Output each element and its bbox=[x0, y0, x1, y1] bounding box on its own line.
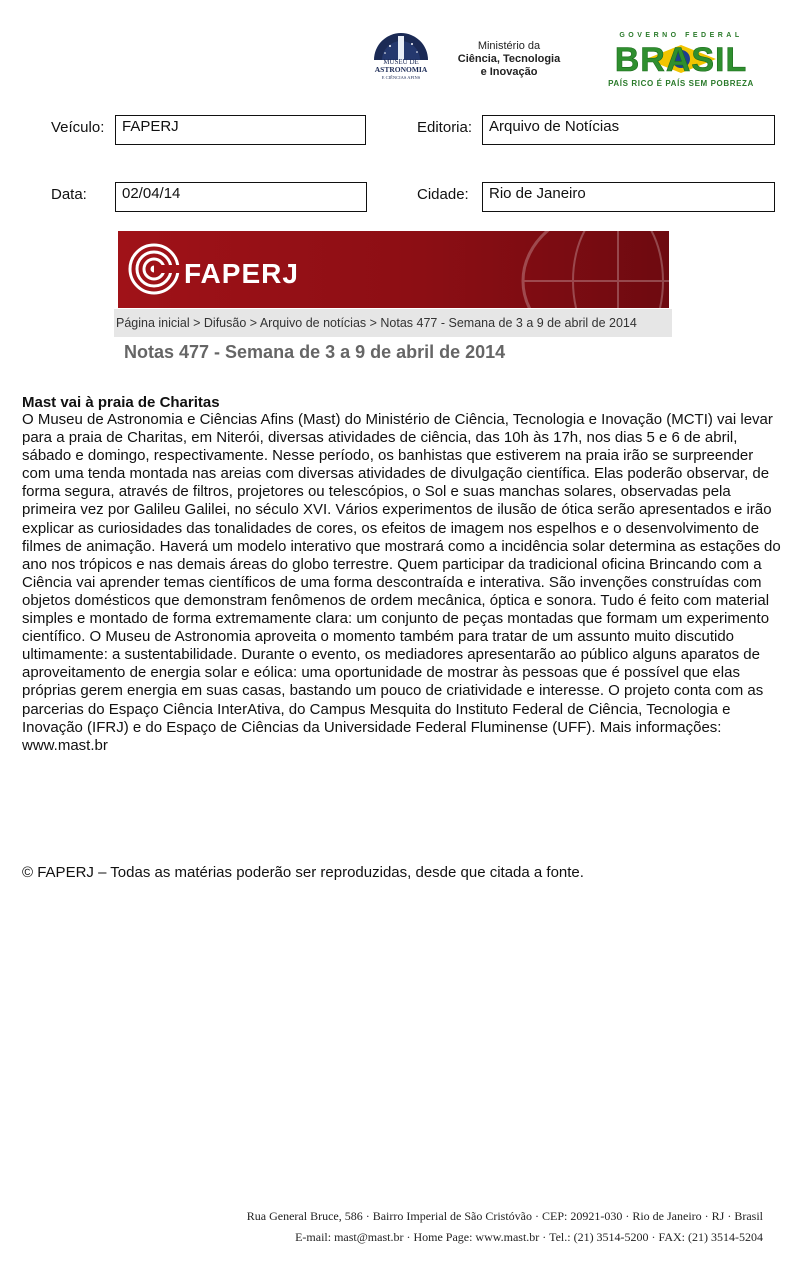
faperj-wordmark: FAPERJ bbox=[184, 258, 299, 289]
mast-logo-line3: E CIÊNCIAS AFINS bbox=[381, 75, 421, 80]
ministry-logo bbox=[446, 40, 572, 79]
editoria-field: Arquivo de Notícias bbox=[482, 115, 775, 145]
brasil-wordmark bbox=[596, 39, 766, 79]
article-body: O Museu de Astronomia e Ciências Afins (Mast) do Ministério de Ciência, Tecnologia e Inovação (MCTI) vai levar para a praia de Charitas, em Niterói, diversas atividades de ciência, das 10h às 17h, nos dias 5 e 6 de abril, sábado e domingo, respectivamente. Nesse período, os banhistas que estiverem na praia irão se surpreender com uma tenda montada nas areias com diversas atividades de divulgação científica. Elas poderão observar, de forma segura, através de filtros, projetores ou telescópios, o Sol e suas manchas solares, observadas pela primeira vez por Galileu Galilei, no século XVI. Vários experimentos de ilusão de ótica serão apresentados e irão explicar as curiosidades das tonalidades de cores, os efeitos de imagem nos espelhos e o desenvolvimento de filmes de animação. Haverá um modelo interativo que mostrará como a incidência solar determina as estações do ano nos trópicos e nas demais áreas do globo terrestre. Quem participar da tradicional oficina Brincando com a Ciência vai aprender temas científicos de uma forma descontraída e interativa. São invenções construídas com objetos domésticos que demonstram fenômenos de ordem mecânica, óptica e sonora. Tudo é feito com material simples e montado de forma extremamente clara: um conjunto de peças montadas que formam um experimento científico. O Museu de Astronomia aproveita o momento também para tratar de um assunto muito discutido ultimamente: a sustentabilidade. Durante o evento, os mediadores apresentarão ao público alguns aparatos de aproveitamento de energia solar e eólica: uma oportunidade de mostrar às pessoas que é possível que elas próprias gerem energia em suas casas, bastando um pouco de criatividade e interesse. O projeto conta com as parcerias do Espaço Ciência InterAtiva, do Campus Mesquita do Instituto Federal de Ciência, Tecnologia e Inovação (IFRJ) e do Espaço de Ciências da Universidade Federal Fluminense (UFF). Mais informações: www.mast.br bbox=[22, 411, 781, 754]
article-title: Mast vai à praia de Charitas bbox=[22, 394, 220, 411]
governo-federal-logo bbox=[596, 32, 766, 90]
footer bbox=[150, 1206, 763, 1248]
observatory-dome-icon bbox=[370, 26, 432, 62]
faperj-banner bbox=[118, 231, 669, 308]
mast-logo-line1: MUSEU DE bbox=[383, 58, 419, 66]
footer-contact: E-mail: mast@mast.br · Home Page: www.mast.br · Tel.: (21) 3514-5200 · FAX: (21) 3514-5204 bbox=[295, 1230, 763, 1244]
editoria-label: Editoria: bbox=[417, 119, 473, 136]
data-field: 02/04/14 bbox=[115, 182, 367, 212]
ministry-line3: e Inovação bbox=[480, 66, 538, 78]
mast-logo bbox=[370, 26, 432, 86]
veiculo-label: Veículo: bbox=[51, 119, 105, 136]
data-label: Data: bbox=[51, 186, 87, 203]
breadcrumb: Página inicial > Difusão > Arquivo de notícias > Notas 477 - Semana de 3 a 9 de abril de 2014 bbox=[114, 309, 672, 337]
faperj-swirl-icon bbox=[124, 239, 184, 299]
ministry-line1: Ministério da bbox=[477, 40, 541, 52]
governo-federal-slogan: PAÍS RICO É PAÍS SEM POBREZA bbox=[608, 79, 754, 88]
copyright-notice: © FAPERJ – Todas as matérias poderão ser reproduzidas, desde que citada a fonte. bbox=[22, 864, 584, 881]
ministry-line2: Ciência, Tecnologia bbox=[457, 53, 561, 65]
cidade-field: Rio de Janeiro bbox=[482, 182, 775, 212]
mast-logo-text bbox=[370, 58, 432, 82]
globe-decoration-icon bbox=[518, 231, 669, 308]
governo-federal-label: GOVERNO FEDERAL bbox=[619, 32, 743, 39]
brasil-wordmark-text: BRASIL bbox=[614, 41, 748, 79]
mast-logo-line2: ASTRONOMIA bbox=[374, 65, 428, 74]
notes-title: Notas 477 - Semana de 3 a 9 de abril de 2014 bbox=[124, 342, 506, 362]
cidade-label: Cidade: bbox=[417, 186, 469, 203]
veiculo-field: FAPERJ bbox=[115, 115, 366, 145]
footer-address: Rua General Bruce, 586 · Bairro Imperial de São Cristóvão · CEP: 20921-030 · Rio de Janeiro · RJ · Brasil bbox=[246, 1209, 763, 1223]
